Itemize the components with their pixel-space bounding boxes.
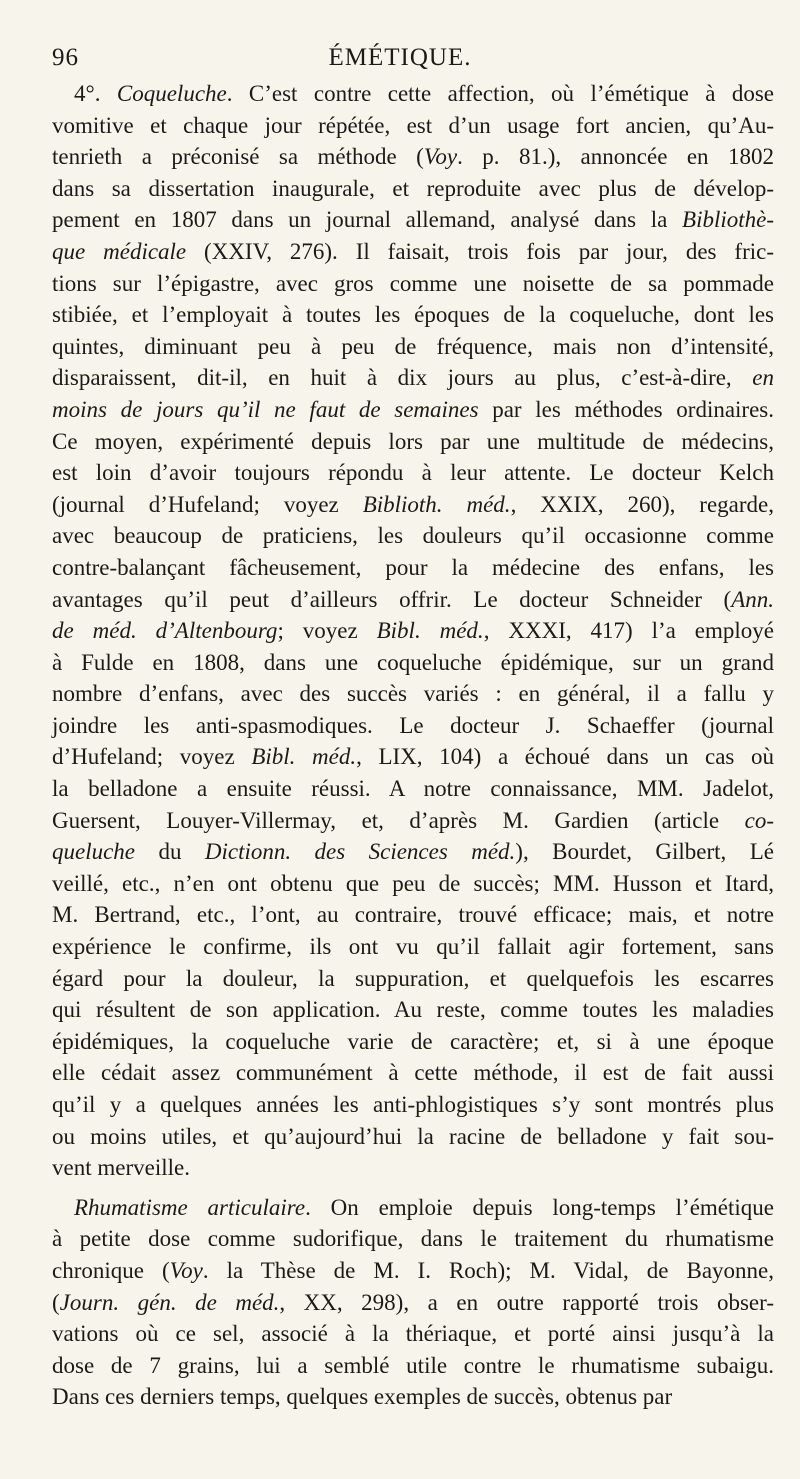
text-line: quintes, diminuant peu à peu de fréquence, mais non d’intensité, (52, 333, 774, 359)
text-line: dose de 7 grains, lui a semblé utile contre le rhumatisme subaigu. (52, 1352, 774, 1378)
text-line: tions sur l’épigastre, avec gros comme une noisette de sa pommade (52, 270, 774, 296)
text-line: contre-balançant fâcheusement, pour la médecine des enfans, les (52, 554, 774, 580)
text-line: nombre d’enfans, avec des succès variés : en général, il a fallu y (52, 681, 774, 707)
text-line: dans sa dissertation inaugurale, et reproduite avec plus de dévelop- (52, 175, 774, 201)
text-line: chronique (Voy. la Thèse de M. I. Roch); M. Vidal, de Bayonne, (52, 1257, 774, 1283)
paragraph-coqueluche (52, 78, 774, 1184)
text-line: ou moins utiles, et qu’aujourd’hui la racine de belladone y fait sou- (52, 1123, 774, 1149)
text-line: M. Bertrand, etc., l’ont, au contraire, trouvé efficace; mais, et notre (52, 902, 774, 928)
text-line: veillé, etc., n’en ont obtenu que peu de succès; MM. Husson et Itard, (52, 870, 774, 896)
text-line: joindre les anti-spasmodiques. Le docteur J. Schaeffer (journal (52, 712, 774, 738)
text-line: queluche du Dictionn. des Sciences méd.), Bourdet, Gilbert, Lé (52, 839, 774, 865)
text-line: est loin d’avoir toujours répondu à leur attente. Le docteur Kelch (52, 460, 774, 486)
text-line: expérience le confirme, ils ont vu qu’il fallait agir fortement, sans (52, 934, 774, 960)
text-line: de méd. d’Altenbourg; voyez Bibl. méd., XXXI, 417) l’a employé (52, 618, 774, 644)
text-line: moins de jours qu’il ne faut de semaines par les méthodes ordinaires. (52, 396, 775, 422)
paragraph-gap (52, 1184, 774, 1192)
text-line: à Fulde en 1808, dans une coqueluche épidémique, sur un grand (52, 649, 774, 675)
text-line: avantages qu’il peut d’ailleurs offrir. Le docteur Schneider (Ann. (52, 586, 774, 612)
text-line: d’Hufeland; voyez Bibl. méd., LIX, 104) a échoué dans un cas où (52, 744, 774, 770)
running-title: ÉMÉTIQUE. (328, 44, 472, 71)
text-line: qu’il y a quelques années les anti-phlogistiques s’y sont montrés plus (52, 1092, 774, 1117)
text-line: Guersent, Louyer-Villermay, et, d’après M. Gardien (article co- (52, 807, 774, 833)
text-line: vomitive et chaque jour répétée, est d’un usage fort ancien, qu’Au- (52, 112, 774, 138)
text-line: pement en 1807 dans un journal allemand, analysé dans la Bibliothè- (52, 207, 774, 233)
paragraph-rhumatisme (52, 1192, 774, 1413)
body-text (52, 78, 774, 1413)
text-line: qui résultent de son application. Au reste, comme toutes les maladies (52, 997, 774, 1023)
text-line: Dans ces derniers temps, quelques exemples de succès, obtenus par (52, 1384, 673, 1410)
text-line: (Journ. gén. de méd., XX, 298), a en outre rapporté trois obser- (52, 1289, 774, 1315)
text-line: tenrieth a préconisé sa méthode (Voy. p. 81.), annoncée en 1802 (52, 144, 774, 170)
text-line: Rhumatisme articulaire. On emploie depuis long-temps l’émétique (74, 1194, 774, 1220)
page-number: 96 (52, 44, 79, 71)
text-line: à petite dose comme sudorifique, dans le traitement du rhumatisme (52, 1226, 774, 1252)
text-line: Ce moyen, expérimenté depuis lors par une multitude de médecins, (52, 428, 774, 454)
text-line: épidémiques, la coqueluche varie de caractère; et, si à une époque (52, 1028, 774, 1054)
text-line: égard pour la douleur, la suppuration, et quelquefois les escarres (52, 965, 774, 991)
text-line: disparaissent, dit-il, en huit à dix jours au plus, c’est-à-dire, en (52, 365, 774, 391)
text-line: stibiée, et l’employait à toutes les époques de la coqueluche, dont les (52, 302, 774, 328)
text-line: que médicale (XXIV, 276). Il faisait, trois fois par jour, des fric- (52, 238, 774, 264)
text-line: avec beaucoup de praticiens, les douleurs qu’il occasionne comme (52, 523, 774, 549)
text-line: vations où ce sel, associé à la thériaque, et porté ainsi jusqu’à la (52, 1321, 774, 1347)
text-line: (journal d’Hufeland; voyez Biblioth. méd., XXIX, 260), regarde, (52, 491, 774, 517)
text-line: vent merveille. (52, 1155, 190, 1181)
text-line: 4°. Coqueluche. C’est contre cette affection, où l’émétique à dose (74, 81, 774, 106)
text-line: elle cédait assez communément à cette méthode, il est de fait aussi (52, 1060, 774, 1086)
text-line: la belladone a ensuite réussi. A notre connaissance, MM. Jadelot, (52, 776, 774, 802)
